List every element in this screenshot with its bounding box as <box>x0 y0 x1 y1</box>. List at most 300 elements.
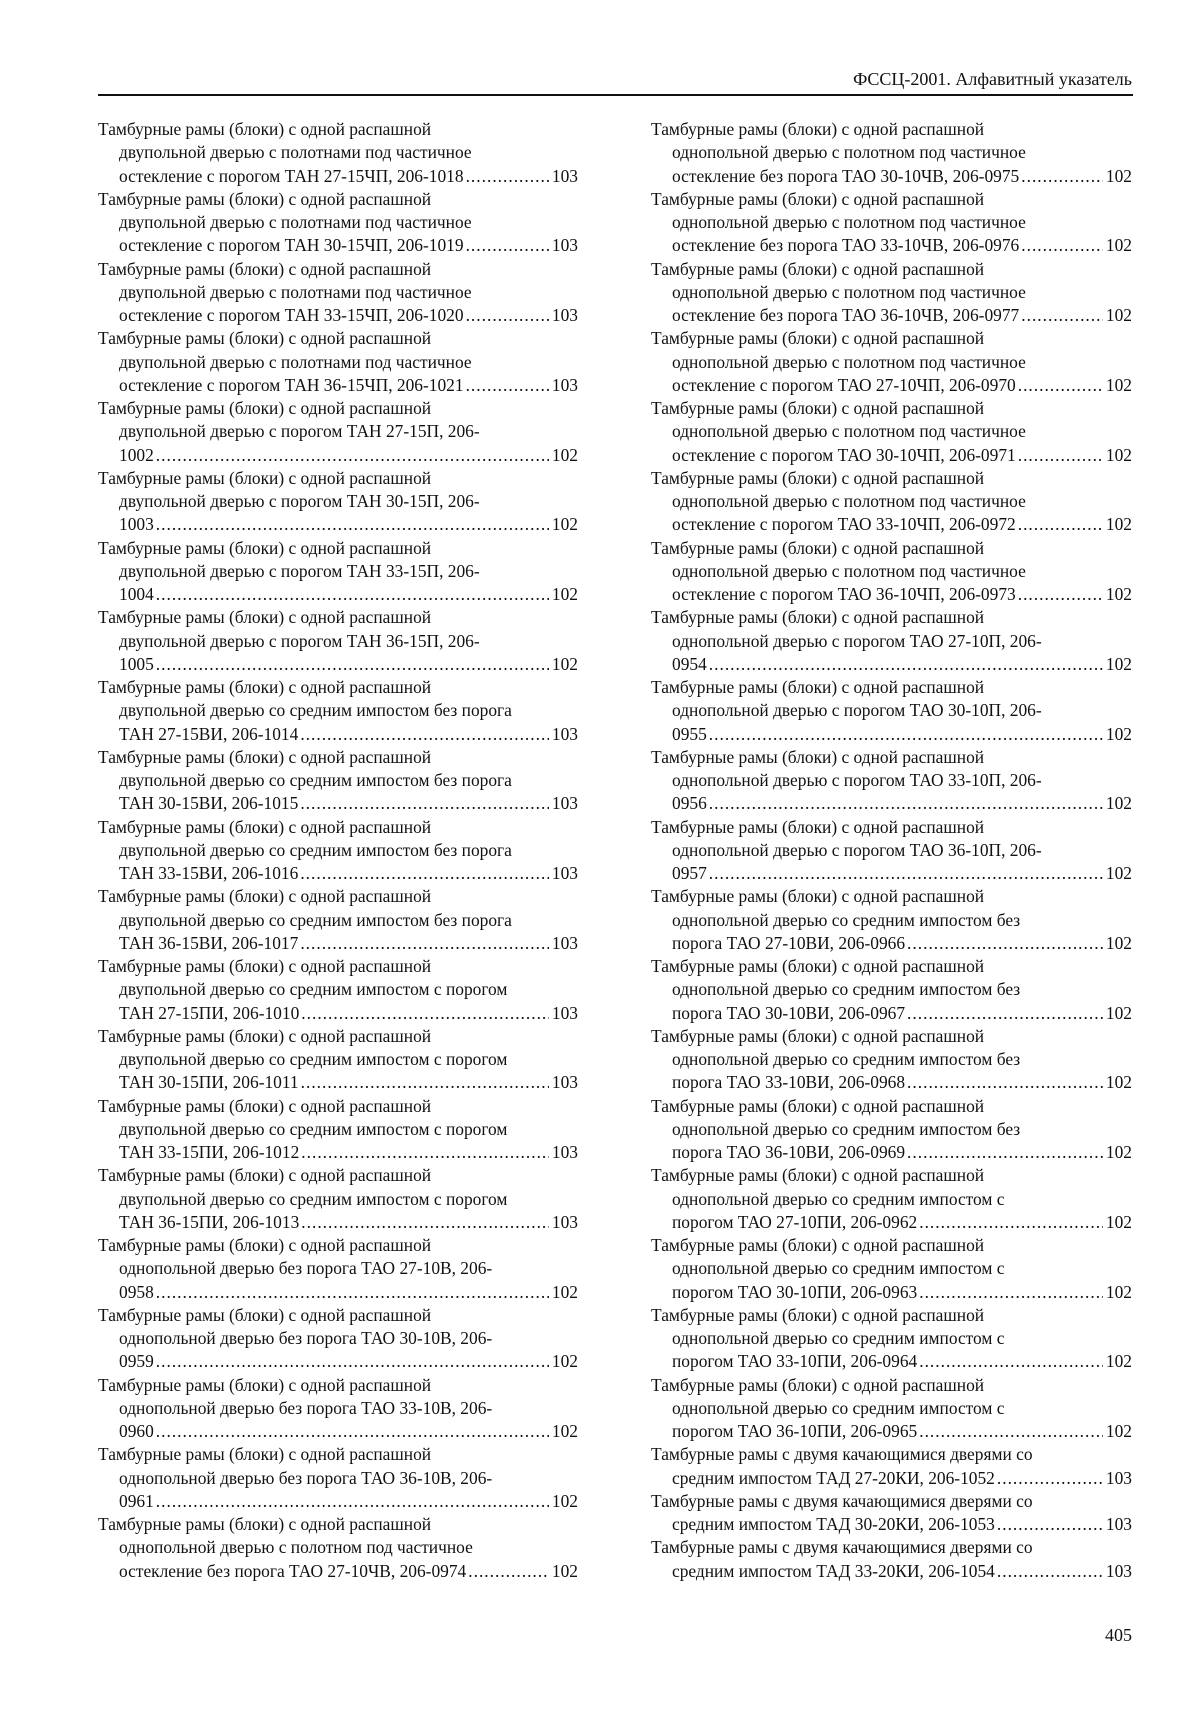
entry-page-ref: 103 <box>551 1142 578 1162</box>
index-entry-line <box>651 769 1132 792</box>
index-entry-line <box>98 444 578 467</box>
index-entry-line <box>651 1304 1132 1327</box>
entry-text: двупольной дверью со средним импостом без порога <box>119 700 512 721</box>
entry-text: 1004 <box>119 584 154 604</box>
entry-text: однопольной дверью с полотном под частичное <box>672 491 1026 511</box>
entry-text: однопольной дверью с полотном под частичное <box>672 560 1026 581</box>
index-entry-line <box>98 1118 578 1141</box>
index-entry <box>651 1234 1132 1304</box>
entry-text: Тамбурные рамы (блоки) с одной распашной <box>98 1374 432 1395</box>
entry-text: двупольной дверью со средним импостом без порога <box>119 839 512 860</box>
entry-page-ref: 102 <box>551 1281 578 1302</box>
entry-text: двупольной дверью с полотнами под частичное <box>119 281 472 302</box>
index-entry-line <box>651 444 1132 467</box>
index-entry-line <box>651 513 1132 536</box>
entry-text: однопольной дверью без порога ТАО 36-10В, 206- <box>119 1467 493 1488</box>
index-entry-line <box>98 653 578 676</box>
index-entry-line <box>651 490 1132 513</box>
entry-text: остекление с порогом ТАО 30-10ЧП, 206-0971 <box>672 444 1016 465</box>
index-entry <box>651 1304 1132 1374</box>
index-entry-line <box>651 118 1132 141</box>
index-entry <box>98 1513 578 1583</box>
index-entry <box>651 1025 1132 1095</box>
entry-text: однопольной дверью с порогом ТАО 30-10П, 206- <box>672 700 1042 721</box>
index-entry-line <box>651 1164 1132 1187</box>
index-entry <box>98 467 578 537</box>
index-entry-line <box>98 1048 578 1071</box>
entry-text: ТАН 36-15ВИ, 206-1017 <box>119 932 299 953</box>
entry-text: Тамбурные рамы (блоки) с одной распашной <box>651 1025 985 1046</box>
dot-leader <box>301 1141 549 1164</box>
entry-page-ref: 103 <box>551 932 578 953</box>
index-entry-line <box>651 1188 1132 1211</box>
index-entry-line <box>98 1025 578 1048</box>
entry-page-ref: 102 <box>1105 932 1132 953</box>
entry-text: остекление с порогом ТАН 36-15ЧП, 206-1021 <box>119 374 464 395</box>
dot-leader <box>907 932 1103 955</box>
entry-text: Тамбурные рамы (блоки) с одной распашной <box>98 1444 432 1465</box>
index-entry-line <box>651 281 1132 304</box>
dot-leader <box>907 1071 1103 1094</box>
entry-page-ref: 103 <box>551 165 578 186</box>
index-entry-line <box>651 862 1132 885</box>
entry-page-ref: 102 <box>551 1490 578 1511</box>
index-entry <box>651 1095 1132 1165</box>
index-entry-line <box>98 188 578 211</box>
dot-leader <box>300 723 549 746</box>
index-entry-line <box>98 955 578 978</box>
index-entry-line <box>651 723 1132 746</box>
dot-leader <box>300 792 549 815</box>
entry-text: порогом ТАО 36-10ПИ, 206-0965 <box>672 1421 918 1441</box>
dot-leader <box>907 1002 1103 1025</box>
index-entry-line <box>98 1071 578 1094</box>
entry-text: однопольной дверью со средним импостом без <box>672 1118 1021 1139</box>
index-entry-line <box>98 327 578 350</box>
dot-leader <box>919 1281 1103 1304</box>
header-rule <box>98 94 1133 96</box>
index-entry-line <box>651 746 1132 769</box>
index-entry-line <box>651 1257 1132 1280</box>
index-entry-line <box>651 1560 1132 1583</box>
dot-leader <box>1021 234 1103 257</box>
index-entry <box>98 676 578 746</box>
index-entry <box>651 118 1132 188</box>
entry-page-ref: 103 <box>551 1002 578 1023</box>
entry-text: Тамбурные рамы (блоки) с одной распашной <box>651 188 985 209</box>
index-entry-line <box>98 118 578 141</box>
index-entry <box>98 1164 578 1234</box>
index-entry-line <box>98 1374 578 1397</box>
index-entry-line <box>651 374 1132 397</box>
entry-text: ТАН 30-15ВИ, 206-1015 <box>119 793 299 814</box>
entry-text: 0957 <box>672 863 707 883</box>
index-entry-line <box>98 1304 578 1327</box>
index-entry-line <box>651 1467 1132 1490</box>
entry-text: остекление с порогом ТАН 30-15ЧП, 206-1019 <box>119 235 464 256</box>
entry-text: 0958 <box>119 1281 154 1302</box>
index-entry <box>651 258 1132 328</box>
index-entry-line <box>98 141 578 164</box>
entry-page-ref: 103 <box>551 374 578 395</box>
index-entry <box>651 537 1132 607</box>
entry-text: однопольной дверью с полотном под частичное <box>672 421 1026 442</box>
entry-text: Тамбурные рамы (блоки) с одной распашной <box>98 328 432 349</box>
index-entry-line <box>98 490 578 513</box>
entry-page-ref: 102 <box>1105 584 1132 604</box>
index-entry-line <box>98 699 578 722</box>
entry-text: однопольной дверью со средним импостом с <box>672 1258 1005 1279</box>
dot-leader <box>156 1350 549 1373</box>
entry-text: Тамбурные рамы (блоки) с одной распашной <box>98 1514 432 1534</box>
index-entry-line <box>651 1095 1132 1118</box>
entry-text: однопольной дверью без порога ТАО 33-10В, 206- <box>119 1397 493 1418</box>
index-entry-line <box>651 583 1132 606</box>
index-entry <box>98 1234 578 1304</box>
entry-text: ТАН 30-15ПИ, 206-1011 <box>119 1072 299 1093</box>
index-entry <box>651 1164 1132 1234</box>
entry-text: 1005 <box>119 653 154 674</box>
index-entry-line <box>98 862 578 885</box>
entry-text: ТАН 27-15ПИ, 206-1010 <box>119 1002 300 1023</box>
entry-page-ref: 102 <box>1105 305 1132 325</box>
entry-text: средним импостом ТАД 30-20КИ, 206-1053 <box>672 1514 995 1534</box>
dot-leader <box>919 1350 1103 1373</box>
index-entry-line <box>651 606 1132 629</box>
index-entry <box>651 1443 1132 1490</box>
index-entry <box>98 327 578 397</box>
entry-page-ref: 102 <box>1105 444 1132 465</box>
entry-text: порогом ТАО 30-10ПИ, 206-0963 <box>672 1281 918 1302</box>
dot-leader <box>1021 304 1103 327</box>
index-entry-line <box>651 1281 1132 1304</box>
entry-page-ref: 103 <box>1105 1560 1132 1581</box>
entry-text: Тамбурные рамы (блоки) с одной распашной <box>98 537 432 558</box>
index-entry-line <box>98 746 578 769</box>
entry-text: 0954 <box>672 653 707 674</box>
entry-text: однопольной дверью с полотном под частичное <box>672 212 1026 232</box>
dot-leader <box>997 1467 1103 1490</box>
dot-leader <box>1018 374 1103 397</box>
entry-text: остекление без порога ТАО 36-10ЧВ, 206-0977 <box>672 305 1020 325</box>
index-entry-line <box>651 1374 1132 1397</box>
index-entry <box>651 606 1132 676</box>
index-entry-line <box>651 792 1132 815</box>
index-entry-line <box>651 1234 1132 1257</box>
index-entry-line <box>651 978 1132 1001</box>
entry-text: Тамбурные рамы (блоки) с одной распашной <box>651 398 985 418</box>
dot-leader <box>466 165 549 188</box>
index-entry-line <box>651 1397 1132 1420</box>
entry-page-ref: 102 <box>1105 653 1132 674</box>
entry-text: двупольной дверью с полотнами под частичное <box>119 351 472 372</box>
index-entry-line <box>98 978 578 1001</box>
entry-text: Тамбурные рамы (блоки) с одной распашной <box>651 816 985 837</box>
index-entry-line <box>651 351 1132 374</box>
entry-text: однопольной дверью со средним импостом без <box>672 909 1021 930</box>
entry-text: Тамбурные рамы (блоки) с одной распашной <box>651 607 985 628</box>
index-entry-line <box>651 258 1132 281</box>
index-entry-line <box>651 560 1132 583</box>
entry-page-ref: 103 <box>1105 1467 1132 1488</box>
entry-text: ТАН 33-15ПИ, 206-1012 <box>119 1142 300 1162</box>
dot-leader <box>300 862 549 885</box>
index-entry-line <box>98 1141 578 1164</box>
entry-text: двупольной дверью с порогом ТАН 27-15П, 206- <box>119 421 480 442</box>
entry-text: Тамбурные рамы (блоки) с одной распашной <box>651 1095 985 1116</box>
dot-leader <box>466 234 549 257</box>
entry-page-ref: 102 <box>551 653 578 674</box>
entry-text: двупольной дверью со средним импостом без порога <box>119 770 512 790</box>
entry-text: остекление без порога ТАО 30-10ЧВ, 206-0975 <box>672 165 1020 186</box>
entry-text: остекление с порогом ТАО 36-10ЧП, 206-0973 <box>672 584 1016 604</box>
index-entry-line <box>651 932 1132 955</box>
index-entry-line <box>651 211 1132 234</box>
index-entry-line <box>98 281 578 304</box>
entry-text: однопольной дверью с полотном под частичное <box>672 142 1026 163</box>
index-entry-line <box>98 606 578 629</box>
entry-text: порогом ТАО 33-10ПИ, 206-0964 <box>672 1351 918 1372</box>
entry-text: однопольной дверью с порогом ТАО 27-10П, 206- <box>672 630 1042 651</box>
index-entry-line <box>651 141 1132 164</box>
index-entry-line <box>98 932 578 955</box>
index-entry <box>651 746 1132 816</box>
index-entry-line <box>98 211 578 234</box>
index-entry-line <box>651 397 1132 420</box>
index-entry-line <box>651 816 1132 839</box>
dot-leader <box>709 862 1103 885</box>
entry-text: Тамбурные рамы с двумя качающимися дверями со <box>651 1537 1033 1558</box>
index-entry <box>651 1490 1132 1537</box>
index-entry <box>98 258 578 328</box>
entry-text: однопольной дверью с полотном под частичное <box>672 281 1026 302</box>
entry-text: ТАН 33-15ВИ, 206-1016 <box>119 863 299 883</box>
entry-text: Тамбурные рамы (блоки) с одной распашной <box>651 1235 985 1255</box>
entry-text: однопольной дверью со средним импостом с <box>672 1397 1005 1418</box>
dot-leader <box>709 723 1103 746</box>
entry-text: двупольной дверью со средним импостом с порогом <box>119 1049 508 1069</box>
entry-text: двупольной дверью со средним импостом без порога <box>119 909 512 930</box>
index-entry-line <box>98 1257 578 1280</box>
index-entry-line <box>98 816 578 839</box>
index-entry-line <box>651 1211 1132 1234</box>
index-entry-line <box>651 909 1132 932</box>
entry-text: Тамбурные рамы (блоки) с одной распашной <box>651 677 985 697</box>
dot-leader <box>156 653 549 676</box>
dot-leader <box>709 792 1103 815</box>
dot-leader <box>301 1211 549 1234</box>
index-entry-line <box>98 676 578 699</box>
index-entry-line <box>651 630 1132 653</box>
index-entry-line <box>98 1490 578 1513</box>
index-entry-line <box>651 1025 1132 1048</box>
index-entry-line <box>651 1490 1132 1513</box>
entry-text: Тамбурные рамы с двумя качающимися дверями со <box>651 1490 1033 1511</box>
entry-text: двупольной дверью с порогом ТАН 36-15П, 206- <box>119 630 480 651</box>
index-entry <box>98 1304 578 1374</box>
index-entry <box>651 1374 1132 1444</box>
entry-page-ref: 102 <box>1105 793 1132 814</box>
index-entry-line <box>98 792 578 815</box>
index-entry-line <box>651 1071 1132 1094</box>
entry-text: Тамбурные рамы (блоки) с одной распашной <box>98 1165 432 1186</box>
index-entry-line <box>651 1141 1132 1164</box>
entry-text: Тамбурные рамы (блоки) с одной распашной <box>651 328 985 349</box>
entry-page-ref: 102 <box>1105 1281 1132 1302</box>
index-entry-line <box>98 1327 578 1350</box>
entry-text: Тамбурные рамы (блоки) с одной распашной <box>651 1374 985 1395</box>
index-entry-line <box>651 234 1132 257</box>
entry-page-ref: 102 <box>1105 514 1132 535</box>
index-entry-line <box>98 374 578 397</box>
entry-text: средним импостом ТАД 33-20КИ, 206-1054 <box>672 1560 995 1581</box>
entry-page-ref: 102 <box>551 584 578 604</box>
entry-text: остекление без порога ТАО 27-10ЧВ, 206-0974 <box>119 1560 467 1581</box>
index-entry-line <box>98 1002 578 1025</box>
index-entry <box>98 118 578 188</box>
index-entry-line <box>98 1188 578 1211</box>
entry-text: Тамбурные рамы с двумя качающимися дверями со <box>651 1444 1033 1465</box>
index-entry-line <box>651 1513 1132 1536</box>
entry-text: 1002 <box>119 444 154 465</box>
entry-text: однопольной дверью с порогом ТАО 36-10П, 206- <box>672 839 1042 860</box>
index-entry <box>98 746 578 816</box>
dot-leader <box>156 583 549 606</box>
index-entry <box>98 955 578 1025</box>
dot-leader <box>1018 513 1103 536</box>
entry-text: Тамбурные рамы (блоки) с одной распашной <box>651 537 985 558</box>
entry-text: остекление без порога ТАО 33-10ЧВ, 206-0976 <box>672 235 1020 256</box>
entry-page-ref: 103 <box>551 793 578 814</box>
index-entry-line <box>98 723 578 746</box>
entry-text: однопольной дверью с полотном под частичное <box>672 351 1026 372</box>
dot-leader <box>156 1281 549 1304</box>
entry-text: Тамбурные рамы (блоки) с одной распашной <box>98 956 432 976</box>
entry-text: однопольной дверью со средним импостом без <box>672 1049 1021 1069</box>
index-entry-line <box>98 304 578 327</box>
index-entry-line <box>98 583 578 606</box>
index-entry-line <box>651 1350 1132 1373</box>
entry-page-ref: 102 <box>551 1421 578 1441</box>
index-entry-line <box>98 909 578 932</box>
index-entry-line <box>651 467 1132 490</box>
index-entry-line <box>651 699 1132 722</box>
entry-text: Тамбурные рамы (блоки) с одной распашной <box>651 119 985 139</box>
index-entry-line <box>98 1467 578 1490</box>
entry-text: однопольной дверью с порогом ТАО 33-10П, 206- <box>672 770 1042 790</box>
index-column-left <box>98 118 578 1583</box>
index-entry <box>651 327 1132 397</box>
entry-text: остекление с порогом ТАО 27-10ЧП, 206-0970 <box>672 374 1016 395</box>
index-entry <box>651 1536 1132 1583</box>
entry-text: однопольной дверью с полотном под частичное <box>119 1537 473 1558</box>
index-entry-line <box>651 955 1132 978</box>
entry-text: остекление с порогом ТАО 33-10ЧП, 206-0972 <box>672 514 1016 535</box>
dot-leader <box>301 1071 549 1094</box>
entry-text: Тамбурные рамы (блоки) с одной распашной <box>98 607 432 628</box>
entry-text: Тамбурные рамы (блоки) с одной распашной <box>651 467 985 488</box>
entry-text: Тамбурные рамы (блоки) с одной распашной <box>98 258 432 279</box>
dot-leader <box>156 444 549 467</box>
index-entry-line <box>98 839 578 862</box>
index-entry <box>98 606 578 676</box>
entry-page-ref: 102 <box>1105 1211 1132 1232</box>
index-entry-line <box>98 234 578 257</box>
entry-text: Тамбурные рамы (блоки) с одной распашной <box>651 746 985 767</box>
entry-text: Тамбурные рамы (блоки) с одной распашной <box>98 886 432 907</box>
index-entry-line <box>98 420 578 443</box>
entry-text: однопольной дверью со средним импостом без <box>672 979 1021 1000</box>
index-entry <box>98 1025 578 1095</box>
index-entry <box>651 955 1132 1025</box>
entry-text: 1003 <box>119 514 154 535</box>
index-entry <box>651 188 1132 258</box>
index-entry-line <box>651 839 1132 862</box>
index-entry-line <box>98 1420 578 1443</box>
entry-page-ref: 102 <box>1105 863 1132 883</box>
entry-text: Тамбурные рамы (блоки) с одной распашной <box>98 1095 432 1116</box>
index-entry <box>98 1095 578 1165</box>
entry-text: Тамбурные рамы (блоки) с одной распашной <box>98 677 432 697</box>
index-entry-line <box>98 1095 578 1118</box>
entry-text: Тамбурные рамы (блоки) с одной распашной <box>651 956 985 976</box>
dot-leader <box>156 513 549 536</box>
index-entry-line <box>651 676 1132 699</box>
index-entry-line <box>98 537 578 560</box>
entry-text: Тамбурные рамы (блоки) с одной распашной <box>651 1165 985 1186</box>
entry-text: порога ТАО 33-10ВИ, 206-0968 <box>672 1072 906 1093</box>
entry-text: Тамбурные рамы (блоки) с одной распашной <box>98 398 432 418</box>
dot-leader <box>156 1420 549 1443</box>
entry-page-ref: 102 <box>1105 723 1132 744</box>
entry-text: порога ТАО 36-10ВИ, 206-0969 <box>672 1142 906 1162</box>
dot-leader <box>997 1513 1103 1536</box>
entry-page-ref: 103 <box>551 1072 578 1093</box>
entry-text: Тамбурные рамы (блоки) с одной распашной <box>651 258 985 279</box>
index-entry-line <box>98 258 578 281</box>
index-entry-line <box>651 304 1132 327</box>
index-entry-line <box>651 537 1132 560</box>
entry-text: порога ТАО 30-10ВИ, 206-0967 <box>672 1002 906 1023</box>
entry-text: Тамбурные рамы (блоки) с одной распашной <box>98 746 432 767</box>
entry-text: двупольной дверью со средним импостом с порогом <box>119 1118 508 1139</box>
dot-leader <box>907 1141 1103 1164</box>
index-entry-line <box>651 1443 1132 1466</box>
entry-page-ref: 102 <box>551 444 578 465</box>
index-entry <box>98 1374 578 1444</box>
entry-text: Тамбурные рамы (блоки) с одной распашной <box>98 816 432 837</box>
entry-text: двупольной дверью со средним импостом с порогом <box>119 1188 508 1209</box>
index-entry-line <box>651 165 1132 188</box>
index-entry-line <box>98 1443 578 1466</box>
index-entry-line <box>98 1281 578 1304</box>
index-entry-line <box>98 885 578 908</box>
index-entry-line <box>98 1350 578 1373</box>
dot-leader <box>1018 583 1103 606</box>
dot-leader <box>466 304 549 327</box>
entry-page-ref: 103 <box>551 235 578 256</box>
entry-text: порогом ТАО 27-10ПИ, 206-0962 <box>672 1211 918 1232</box>
entry-text: Тамбурные рамы (блоки) с одной распашной <box>98 1025 432 1046</box>
index-entry-line <box>98 1536 578 1559</box>
entry-page-ref: 103 <box>551 723 578 744</box>
entry-page-ref: 103 <box>1105 1514 1132 1534</box>
entry-page-ref: 102 <box>1105 1142 1132 1162</box>
index-entry <box>651 467 1132 537</box>
entry-text: Тамбурные рамы (блоки) с одной распашной <box>98 119 432 139</box>
entry-page-ref: 103 <box>551 305 578 325</box>
index-entry-line <box>651 327 1132 350</box>
